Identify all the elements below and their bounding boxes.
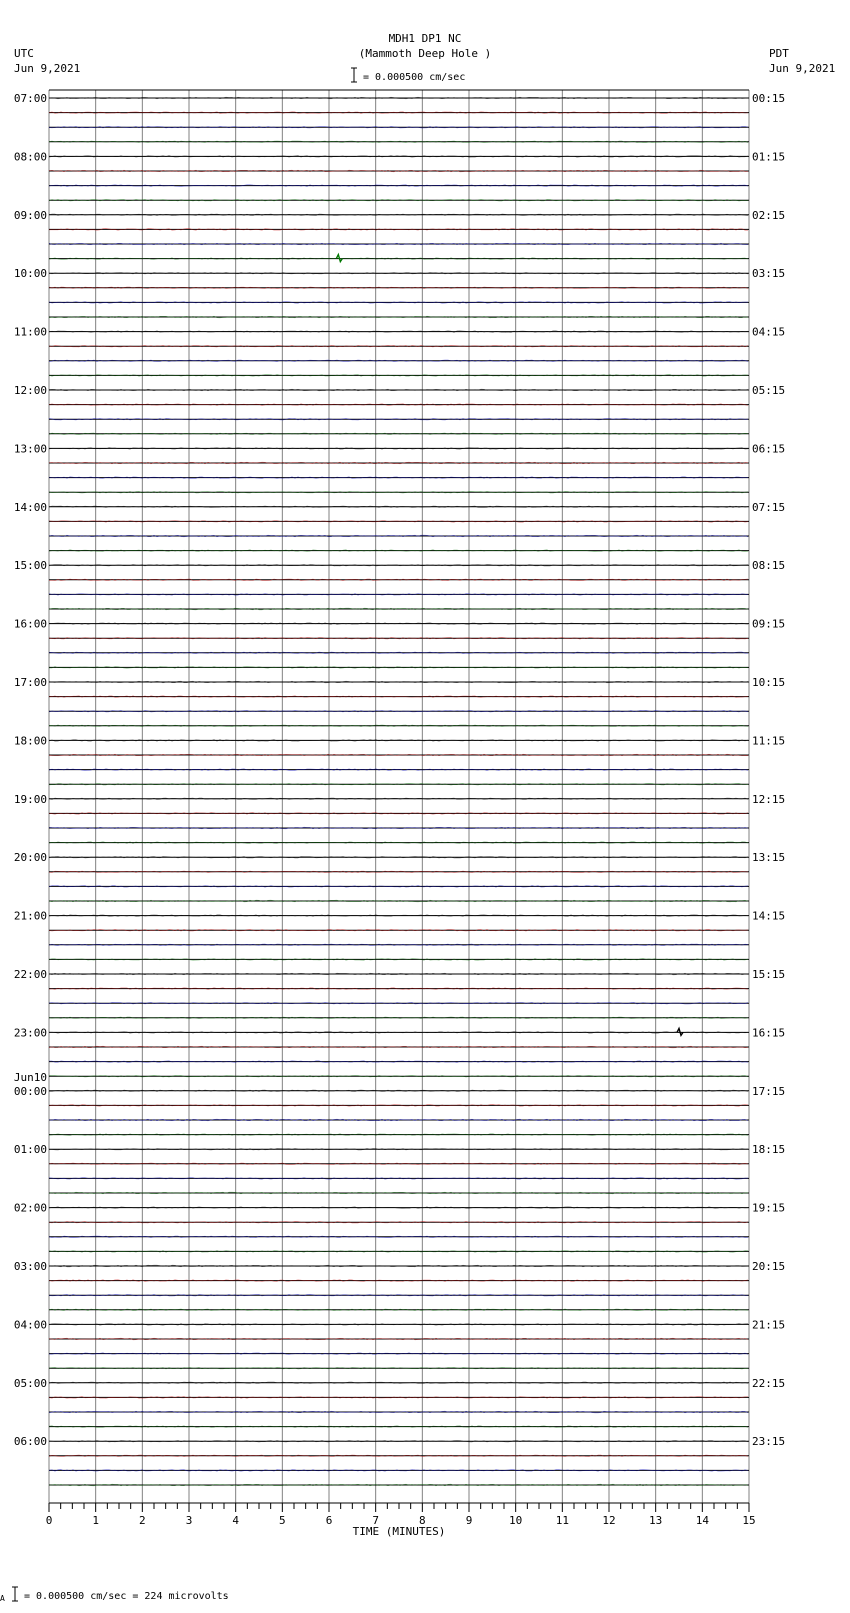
utc-hour-label: 07:00 (13, 92, 47, 105)
pdt-hour-label: 02:15 (752, 208, 786, 222)
utc-hour-label: 15:00 (13, 559, 47, 573)
x-tick-label: 1 (92, 1514, 99, 1527)
pdt-hour-label: 06:15 (752, 442, 786, 456)
pdt-hour-label: 13:15 (752, 851, 786, 865)
pdt-hour-label: 15:15 (752, 968, 786, 981)
pdt-hour-label: 16:15 (752, 1026, 786, 1040)
utc-hour-label: 21:00 (13, 909, 47, 923)
x-tick-label: 12 (602, 1514, 616, 1527)
x-tick-label: 6 (325, 1514, 333, 1527)
x-tick-label: 8 (419, 1514, 426, 1527)
utc-hour-label: 08:00 (13, 150, 47, 164)
pdt-hour-label: 09:15 (752, 617, 786, 631)
x-tick-label: 13 (649, 1514, 663, 1527)
footer-mark: A (0, 1594, 5, 1603)
utc-hour-label: 23:00 (13, 1026, 47, 1040)
pdt-hour-label: 17:15 (752, 1084, 786, 1098)
utc-hour-label: 10:00 (13, 267, 47, 281)
utc-hour-label: 06:00 (13, 1435, 47, 1449)
x-axis-label: TIME (MINUTES) (352, 1525, 446, 1538)
utc-hour-label: 19:00 (13, 792, 47, 806)
trace-noise (49, 433, 748, 435)
left-timezone: UTC (14, 47, 34, 60)
utc-hour-label: 16:00 (13, 617, 47, 631)
pdt-hour-label: 10:15 (752, 676, 786, 689)
date-change-label: Jun10 (13, 1070, 47, 1084)
right-timezone: PDT (769, 47, 789, 60)
utc-hour-label: 13:00 (13, 442, 47, 456)
x-tick-label: 9 (465, 1514, 473, 1527)
x-tick-label: 7 (372, 1514, 379, 1527)
pdt-hour-label: 23:15 (752, 1435, 786, 1449)
pdt-hour-label: 20:15 (752, 1260, 786, 1273)
footer-scale-bar-icon (12, 1587, 18, 1601)
trace-noise (49, 842, 748, 844)
pdt-hour-label: 18:15 (752, 1143, 786, 1157)
utc-hour-label: 04:00 (13, 1318, 47, 1332)
trace-noise (49, 331, 748, 333)
utc-hour-label: 00:00 (13, 1084, 47, 1098)
trace-noise (49, 769, 748, 771)
utc-hour-label: 20:00 (13, 851, 47, 865)
x-axis (46, 1503, 756, 1538)
pdt-hour-labels (752, 92, 785, 1448)
utc-hour-label: 14:00 (13, 500, 47, 514)
pdt-hour-label: 22:15 (752, 1376, 786, 1390)
x-tick-label: 2 (139, 1514, 146, 1527)
pdt-hour-label: 03:15 (752, 267, 786, 281)
utc-hour-label: 01:00 (13, 1143, 47, 1157)
pdt-hour-label: 04:15 (752, 325, 786, 339)
footer-scale-note: = 0.000500 cm/sec = 224 microvolts (24, 1591, 229, 1602)
x-tick-label: 10 (509, 1514, 523, 1527)
trace-noise (49, 696, 748, 698)
trace-noise (49, 1397, 748, 1399)
utc-hour-labels (14, 92, 47, 1448)
x-tick-label: 3 (185, 1514, 193, 1527)
utc-hour-label: 05:00 (13, 1376, 47, 1390)
trace-lines (49, 97, 749, 1486)
x-tick-label: 15 (742, 1514, 756, 1527)
utc-hour-label: 03:00 (13, 1260, 47, 1273)
x-tick-label: 5 (279, 1514, 286, 1527)
pdt-hour-label: 05:15 (752, 384, 786, 397)
x-tick-label: 14 (695, 1514, 709, 1527)
station-title: MDH1 DP1 NC (388, 32, 462, 45)
pdt-hour-label: 14:15 (752, 909, 786, 923)
utc-hour-label: 02:00 (13, 1201, 47, 1215)
pdt-hour-label: 00:15 (752, 92, 786, 105)
left-date: Jun 9,2021 (14, 62, 81, 75)
trace-noise (49, 170, 748, 172)
event-markers (336, 255, 683, 1036)
x-tick-label: 0 (45, 1514, 53, 1527)
trace-noise (49, 185, 748, 187)
pdt-hour-label: 01:15 (752, 150, 786, 164)
right-date: Jun 9,2021 (769, 62, 836, 75)
location-subtitle: (Mammoth Deep Hole ) (358, 47, 492, 60)
pdt-hour-label: 08:15 (752, 559, 786, 573)
utc-hour-label: 18:00 (13, 734, 47, 748)
scale-label: = 0.000500 cm/sec (363, 72, 466, 83)
x-tick-label: 11 (555, 1514, 569, 1527)
pdt-hour-label: 19:15 (752, 1201, 786, 1215)
utc-hour-label: 17:00 (13, 676, 47, 689)
utc-hour-label: 12:00 (13, 384, 47, 397)
utc-hour-label: 09:00 (13, 208, 47, 222)
pdt-hour-label: 21:15 (752, 1318, 786, 1332)
utc-hour-label: 22:00 (13, 968, 47, 981)
scale-bar-icon (351, 68, 357, 82)
utc-hour-label: 11:00 (13, 325, 47, 339)
pdt-hour-label: 07:15 (752, 500, 786, 514)
x-tick-label: 4 (232, 1514, 239, 1527)
pdt-hour-label: 12:15 (752, 792, 786, 806)
pdt-hour-label: 11:15 (752, 734, 786, 748)
